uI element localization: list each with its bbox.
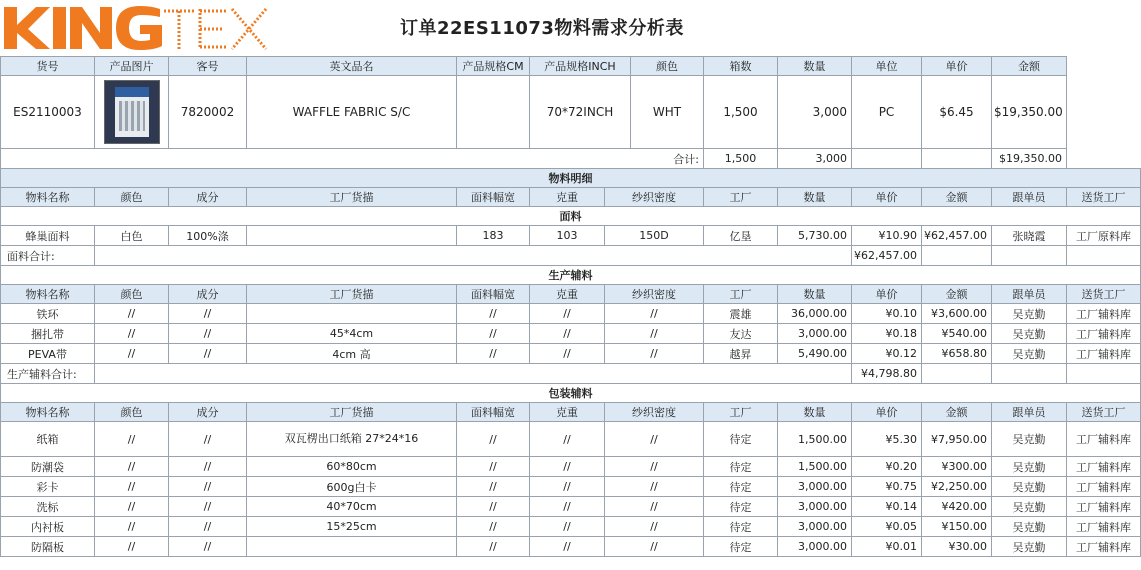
header-cell: 金额 <box>922 403 992 422</box>
header-cell: 数量 <box>778 403 852 422</box>
table-row: 防潮袋 // // 60*80cm // // // 待定 1,500.00 ¥0.20 ¥300.00 吴克勤 工厂辅料库 <box>1 457 1141 477</box>
header-cell: 跟单员 <box>992 188 1067 207</box>
table-row: 捆扎带 // // 45*4cm // // // 友达 3,000.00 ¥0.18 ¥540.00 吴克勤 工厂辅料库 <box>1 324 1141 344</box>
table-row: 纸箱 // // 双瓦楞出口纸箱 27*24*16 // // // 待定 1,500.00 ¥5.30 ¥7,950.00 吴克勤 工厂辅料库 <box>1 422 1141 457</box>
header-cell: 金额 <box>922 188 992 207</box>
section-title: 物料明细 <box>1 169 1141 188</box>
merchandiser: 张晓霞 <box>992 226 1067 246</box>
material-qty: 5,730.00 <box>778 226 852 246</box>
kingtex-logo <box>2 3 270 53</box>
header-cell: 单价 <box>852 285 922 304</box>
fabric-width: 183 <box>457 226 530 246</box>
header-cell: 成分 <box>169 403 247 422</box>
total-cartons: 1,500 <box>704 149 778 169</box>
table-row <box>1 226 1141 246</box>
section-title: 生产辅料 <box>1 266 1141 285</box>
header-cell: 数量 <box>778 188 852 207</box>
section-title: 包装辅料 <box>1 384 1141 403</box>
header-cell: 货号 <box>1 57 95 76</box>
delivery-factory: 工厂原料库 <box>1067 226 1141 246</box>
sheet-title: 订单22ES11073物料需求分析表 <box>400 18 684 39</box>
material-price: ¥10.90 <box>852 226 922 246</box>
header-cell: 单价 <box>852 188 922 207</box>
header-cell: 成分 <box>169 188 247 207</box>
spec-inch: 70*72INCH <box>530 76 631 149</box>
header-cell: 颜色 <box>95 403 169 422</box>
subtotal-label: 面料合计: <box>1 246 95 266</box>
header-cell: 送货工厂 <box>1067 403 1141 422</box>
fabric-subtotal-row <box>1 246 1141 266</box>
item-no: ES2110003 <box>1 76 95 149</box>
table-row: 彩卡 // // 600g白卡 // // // 待定 3,000.00 ¥0.75 ¥2,250.00 吴克勤 工厂辅料库 <box>1 477 1141 497</box>
header-cell: 产品规格CM <box>457 57 530 76</box>
spec-cm <box>457 76 530 149</box>
product-name: WAFFLE FABRIC S/C <box>247 76 457 149</box>
header-cell: 克重 <box>530 403 605 422</box>
header-cell: 英文品名 <box>247 57 457 76</box>
cartons: 1,500 <box>704 76 778 149</box>
total-label: 合计: <box>1 149 704 169</box>
material-detail-title-row <box>1 169 1141 188</box>
table-row: 铁环 // // // // // 震雄 36,000.00 ¥0.10 ¥3,600.00 吴克勤 工厂辅料库 <box>1 304 1141 324</box>
header-cell: 单价 <box>852 403 922 422</box>
table-row: 防隔板 // // // // // 待定 3,000.00 ¥0.01 ¥30.00 吴克勤 工厂辅料库 <box>1 537 1141 557</box>
header-cell: 面料幅宽 <box>457 403 530 422</box>
header-cell: 工厂 <box>704 188 778 207</box>
product-header-row <box>1 57 1141 76</box>
table-row: 洗标 // // 40*70cm // // // 待定 3,000.00 ¥0.14 ¥420.00 吴克勤 工厂辅料库 <box>1 497 1141 517</box>
header-cell: 箱数 <box>704 57 778 76</box>
quantity: 3,000 <box>778 76 852 149</box>
header-cell: 物料名称 <box>1 403 95 422</box>
subtotal-label: 生产辅料合计: <box>1 364 95 384</box>
product-image <box>95 76 169 149</box>
client-no: 7820002 <box>169 76 247 149</box>
header-cell: 单位 <box>852 57 922 76</box>
header-cell: 克重 <box>530 285 605 304</box>
header-cell: 跟单员 <box>992 403 1067 422</box>
header-cell: 面料幅宽 <box>457 188 530 207</box>
section-title: 面料 <box>1 207 1141 226</box>
production-title-row <box>1 266 1141 285</box>
yarn-density: 150D <box>605 226 704 246</box>
order-table <box>0 56 1141 557</box>
header-cell: 客号 <box>169 57 247 76</box>
color: WHT <box>631 76 704 149</box>
header-cell: 物料名称 <box>1 285 95 304</box>
header-cell: 单价 <box>922 57 992 76</box>
factory-desc <box>247 226 457 246</box>
header-cell: 纱织密度 <box>605 285 704 304</box>
header-cell: 金额 <box>922 285 992 304</box>
product-total-row <box>1 149 1141 169</box>
header-cell: 面料幅宽 <box>457 285 530 304</box>
subtotal-amount: ¥62,457.00 <box>852 246 922 266</box>
production-subtotal-row <box>1 364 1141 384</box>
subtotal-amount: ¥4,798.80 <box>852 364 922 384</box>
material-header-row <box>1 285 1141 304</box>
total-amount: $19,350.00 <box>992 149 1067 169</box>
header-cell: 纱织密度 <box>605 403 704 422</box>
unit: PC <box>852 76 922 149</box>
amount: $19,350.00 <box>992 76 1067 149</box>
header-cell: 成分 <box>169 285 247 304</box>
header-cell: 颜色 <box>95 285 169 304</box>
header-cell: 克重 <box>530 188 605 207</box>
sheet-header <box>0 0 1080 56</box>
header-cell: 产品图片 <box>95 57 169 76</box>
header-cell: 数量 <box>778 285 852 304</box>
header-cell: 颜色 <box>631 57 704 76</box>
header-cell: 颜色 <box>95 188 169 207</box>
material-composition: 100%涤 <box>169 226 247 246</box>
header-cell: 数量 <box>778 57 852 76</box>
total-qty: 3,000 <box>778 149 852 169</box>
header-cell: 工厂 <box>704 285 778 304</box>
product-row <box>1 76 1141 149</box>
material-amount: ¥62,457.00 <box>922 226 992 246</box>
gram-weight: 103 <box>530 226 605 246</box>
material-color: 白色 <box>95 226 169 246</box>
header-cell: 金额 <box>992 57 1067 76</box>
header-cell: 工厂货描 <box>247 403 457 422</box>
header-cell: 纱织密度 <box>605 188 704 207</box>
header-cell: 产品规格INCH <box>530 57 631 76</box>
fabric-title-row <box>1 207 1141 226</box>
header-cell: 工厂 <box>704 403 778 422</box>
unit-price: $6.45 <box>922 76 992 149</box>
header-cell: 送货工厂 <box>1067 188 1141 207</box>
header-cell: 送货工厂 <box>1067 285 1141 304</box>
header-cell: 物料名称 <box>1 188 95 207</box>
header-cell: 跟单员 <box>992 285 1067 304</box>
packaging-title-row <box>1 384 1141 403</box>
table-row: 内衬板 // // 15*25cm // // // 待定 3,000.00 ¥0.05 ¥150.00 吴克勤 工厂辅料库 <box>1 517 1141 537</box>
factory: 亿垦 <box>704 226 778 246</box>
material-header-row <box>1 403 1141 422</box>
header-cell: 工厂货描 <box>247 285 457 304</box>
product-thumbnail <box>104 80 160 144</box>
table-row: PEVA带 // // 4cm 高 // // // 越昇 5,490.00 ¥0.12 ¥658.80 吴克勤 工厂辅料库 <box>1 344 1141 364</box>
material-header-row <box>1 188 1141 207</box>
material-name: 蜂巢面料 <box>1 226 95 246</box>
header-cell: 工厂货描 <box>247 188 457 207</box>
